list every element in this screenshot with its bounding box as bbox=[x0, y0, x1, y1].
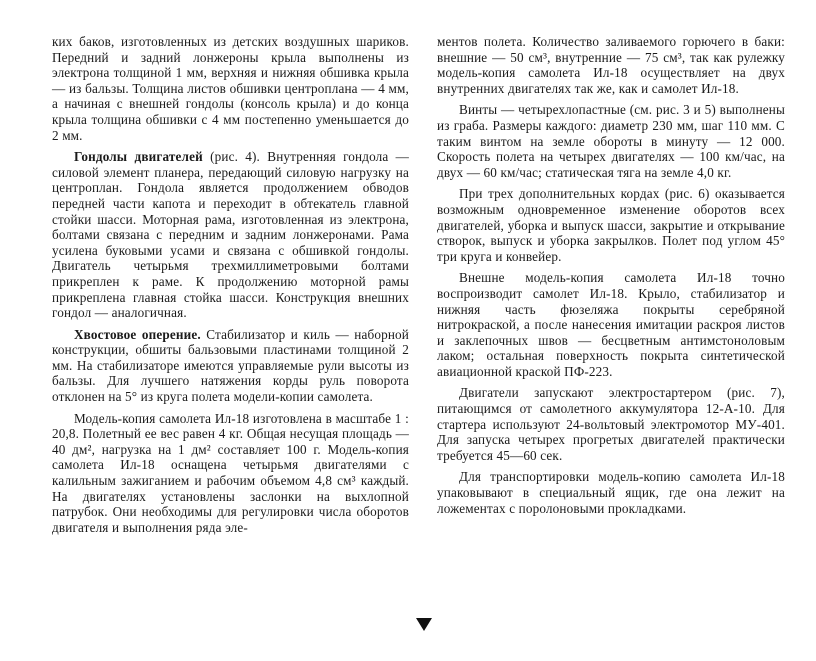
heading-engine-nacelles: Гондолы двигателей bbox=[74, 149, 203, 165]
left-column bbox=[52, 34, 409, 541]
paragraph-propellers: Винты — четырехлопастные (см. рис. 3 и 5) выполнены из граба. Размеры каждого: диаметр 230 мм, шаг 110 мм. С таким винтом на земле обороты в минуту — 12 000. Скорость полета на четырех двигателях — 100 км/час, на двух — 60 км/час; статическая тяга на земле 4,0 кг. bbox=[437, 102, 785, 180]
paragraph-engine-nacelles bbox=[52, 149, 409, 321]
paragraph-wing-skin: ких баков, изготовленных из детских воздушных шариков. Передний и задний лонжероны крыла выполнены из электрона толщиной 1 мм, верхняя и нижняя обшивка крыла — из бальзы. Толщина листов обшивки центроплана — 4 мм, а начиная с внешней гондолы (консоль крыла) и до конца крыла толщина обшивки с 4 мм постепенно уменьшается до 2 мм. bbox=[52, 34, 409, 143]
paragraph-tail-unit bbox=[52, 327, 409, 405]
text-engine-nacelles: (рис. 4). Внутренняя гондола — силовой элемент планера, передающий силовую нагрузку на центроплан. Гондола является продолжением обводов передней части капота и переходит в обтекатель главной стойки шасси. Моторная рама, изготовленная из электрона, болтами связана с передним и задним лонжеронами. Рама усилена буковыми усами и связана с обшивкой гондолы. Двигатель четырьмя трехмиллиметровыми болтами прикреплен к раме. К продолжению моторной рамы прикреплена главная стойка шасси. Конструкция внешних гондол — аналогичная. bbox=[52, 149, 409, 321]
paragraph-model-specs: Модель-копия самолета Ил-18 изготовлена в масштабе 1 : 20,8. Полетный ее вес равен 4 кг. Общая несущая площадь — 40 дм², нагрузка на 1 дм² составляет 100 г. Модель-копия самолета Ил-18 оснащена четырьмя двигателями с калильным зажиганием и рабочим объемом 4,8 см³ каждый. На двигателях установлены заслонки на выхлопной патрубок. Они необходимы для регулировки числа оборотов двигателя и выполнения ряда эле- bbox=[52, 410, 409, 535]
heading-tail-unit: Хвостовое оперение. bbox=[74, 326, 201, 342]
paragraph-transport: Для транспортировки модель-копию самолета Ил-18 упаковывают в специальный ящик, где она лежит на ложементах с поролоновыми прокладками. bbox=[437, 469, 785, 516]
paragraph-fuel: ментов полета. Количество заливаемого горючего в баки: внешние — 50 см³, внутренние — 75 см³, так как рулежку модель-копия самолета Ил-18 осуществляет на двух внутренних двигателях так же, как и самолет Ил-18. bbox=[437, 34, 785, 96]
continue-arrow-icon bbox=[416, 618, 432, 631]
text-tail-unit: Стабилизатор и киль — наборной конструкции, обшиты бальзовыми пластинами толщиной 2 мм. На стабилизаторе имеются управляемые рули высоты из бальзы. Для лучшего натяжения корды руль поворота отклонен на 5° из круга полета модели-копии самолета. bbox=[52, 326, 409, 405]
paragraph-finish: Внешне модель-копия самолета Ил-18 точно воспроизводит самолет Ил-18. Крыло, стабилизатор и нижняя часть фюзеляжа покрыты серебряной нитрокраской, а после нанесения имитации раскроя листов и заклепочных швов — бесцветным антимстоноловым лаком; остальная поверхность покрыта синтетической авиационной краской ПФ-223. bbox=[437, 270, 785, 379]
right-column bbox=[437, 34, 785, 522]
paragraph-control-lines: При трех дополнительных кордах (рис. 6) оказывается возможным одновременное изменение оборотов всех двигателей, уборка и выпуск шасси, закрытие и открывание створок, выпуск и уборка закрылков. Полет под углом 45° три круга и конвейер. bbox=[437, 186, 785, 264]
paragraph-engine-start: Двигатели запускают электростартером (рис. 7), питающимся от самолетного аккумулятора 12-А-10. Для стартера используют 24-вольтовый электромотор МУ-401. Для запуска четырех прогретых двигателей практически требуется 45—60 сек. bbox=[437, 385, 785, 463]
